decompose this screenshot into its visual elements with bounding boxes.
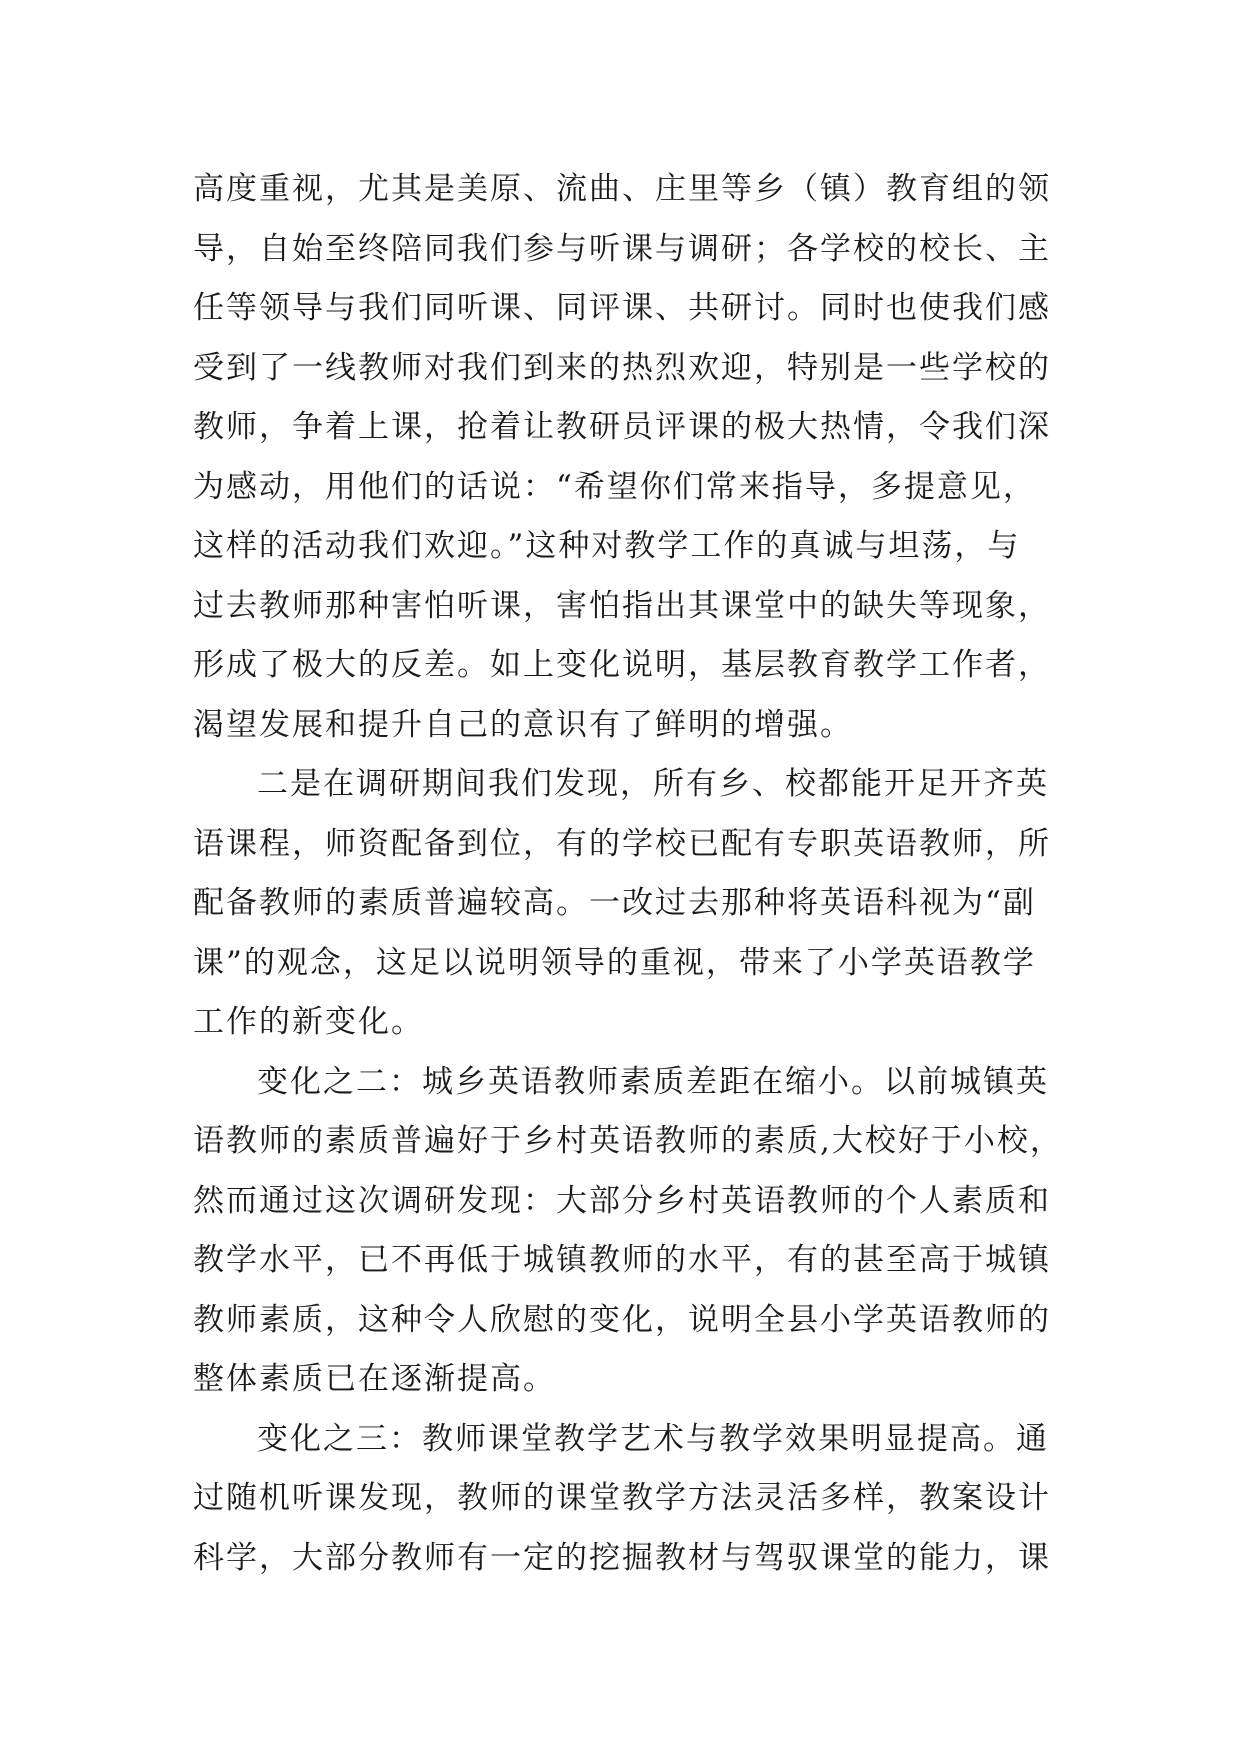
- text-line: 形成了极大的反差。如上变化说明，基层教育教学工作者，: [193, 647, 1051, 683]
- text-line: 受到了一线教师对我们到来的热烈欢迎，特别是一些学校的: [193, 349, 1051, 386]
- text-line: 导，自始至终陪同我们参与听课与调研；各学校的校长、主: [193, 230, 1051, 267]
- text-line: 过去教师那种害怕听课，害怕指出其课堂中的缺失等现象，: [193, 587, 1051, 624]
- text-line: 过随机听课发现，教师的课堂教学方法灵活多样，教案设计: [193, 1480, 1051, 1516]
- text-line: 这样的活动我们欢迎。”这种对教学工作的真诚与坦荡，与: [193, 528, 1021, 564]
- text-line: 语课程，师资配备到位，有的学校已配有专职英语教师，所: [193, 825, 1051, 862]
- text-line: 任等领导与我们同听课、同评课、共研讨。同时也使我们感: [193, 290, 1051, 326]
- paragraph-first-line: 二是在调研期间我们发现，所有乡、校都能开足开齐英: [257, 766, 1049, 802]
- text-line: 配备教师的素质普遍较高。一改过去那种将英语科视为“副: [193, 885, 1036, 921]
- text-line: 高度重视，尤其是美原、流曲、庄里等乡（镇）教育组的领: [193, 171, 1051, 207]
- text-line: 课”的观念，这足以说明领导的重视，带来了小学英语教学: [193, 944, 1036, 981]
- text-line: 然而通过这次调研发现：大部分乡村英语教师的个人素质和: [193, 1182, 1051, 1219]
- text-line: 科学，大部分教师有一定的挖掘教材与驾驭课堂的能力，课: [193, 1539, 1051, 1576]
- body-text: [193, 160, 1073, 1588]
- text-line: 教师，争着上课，抢着让教研员评课的极大热情，令我们深: [193, 409, 1051, 445]
- text-line: 教学水平，已不再低于城镇教师的水平，有的甚至高于城镇: [193, 1242, 1051, 1278]
- text-line: 为感动，用他们的话说：“希望你们常来指导，多提意见，: [193, 468, 1036, 505]
- paragraph-first-line: 变化之二：城乡英语教师素质差距在缩小。以前城镇英: [257, 1063, 1049, 1100]
- text-line: 语教师的素质普遍好于乡村英语教师的素质,大校好于小校，: [193, 1123, 1063, 1159]
- paragraph-first-line: 变化之三：教师课堂教学艺术与教学效果明显提高。通: [257, 1420, 1049, 1457]
- text-line: 整体素质已在逐渐提高。: [193, 1361, 556, 1397]
- text-line: 工作的新变化。: [193, 1004, 424, 1040]
- text-line: 教师素质，这种令人欣慰的变化，说明全县小学英语教师的: [193, 1301, 1051, 1338]
- text-line: 渴望发展和提升自己的意识有了鲜明的增强。: [193, 706, 853, 743]
